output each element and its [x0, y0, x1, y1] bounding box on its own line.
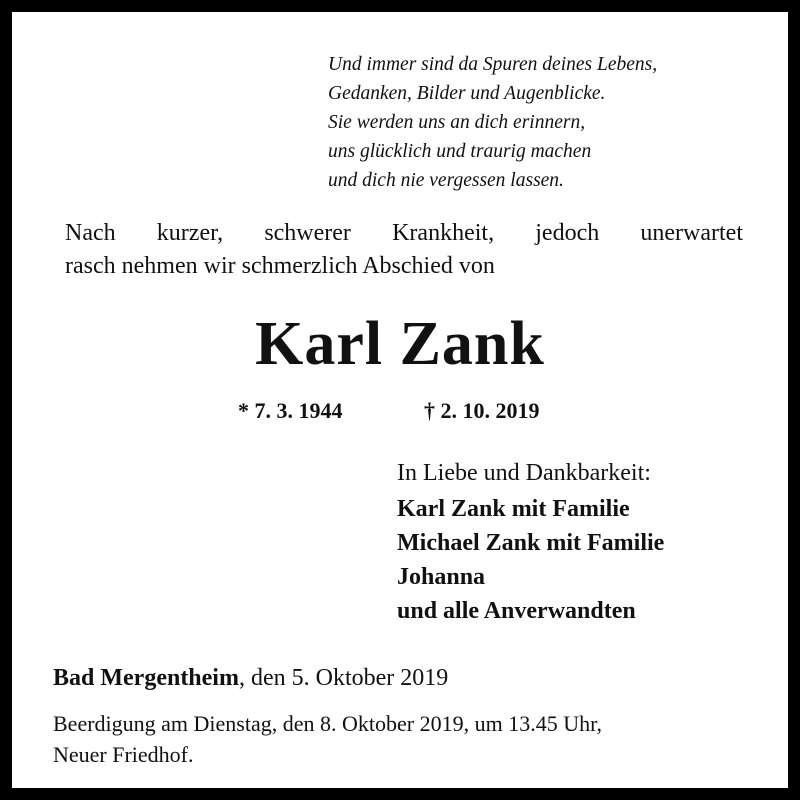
- death-date: † 2. 10. 2019: [424, 398, 540, 423]
- mourner-name: Michael Zank mit Familie: [397, 530, 665, 556]
- intro-line: Nach kurzer, schwerer Krankheit, jedoch unerwartet: [65, 220, 743, 246]
- funeral-line: Neuer Friedhof.: [53, 742, 194, 767]
- poem-line: und dich nie vergessen lassen.: [328, 170, 564, 191]
- mourner-name: und alle Anverwandten: [397, 598, 636, 624]
- poem-line: Sie werden uns an dich erinnern,: [328, 112, 586, 133]
- memorial-poem: [328, 50, 657, 195]
- funeral-line: Beerdigung am Dienstag, den 8. Oktober 2019, um 13.45 Uhr,: [53, 711, 603, 736]
- poem-line: Und immer sind da Spuren deines Lebens,: [328, 54, 658, 75]
- poem-line: Gedanken, Bilder und Augenblicke.: [328, 83, 606, 104]
- poem-line: uns glücklich und traurig machen: [328, 141, 592, 162]
- funeral-info: [53, 708, 753, 770]
- mourners-heading: In Liebe und Dankbarkeit:: [397, 460, 651, 486]
- birth-date: * 7. 3. 1944: [238, 398, 343, 423]
- mourners-block: [397, 456, 664, 628]
- intro-line: rasch nehmen wir schmerzlich Abschied von: [65, 253, 495, 279]
- place-and-date: [53, 662, 448, 694]
- deceased-name: Karl Zank: [255, 310, 545, 378]
- place-city: Bad Mergentheim: [53, 665, 239, 691]
- mourner-name: Karl Zank mit Familie: [397, 496, 630, 522]
- mourner-name: Johanna: [397, 564, 486, 590]
- intro-text: [65, 217, 743, 283]
- notice-date: , den 5. Oktober 2019: [238, 665, 449, 691]
